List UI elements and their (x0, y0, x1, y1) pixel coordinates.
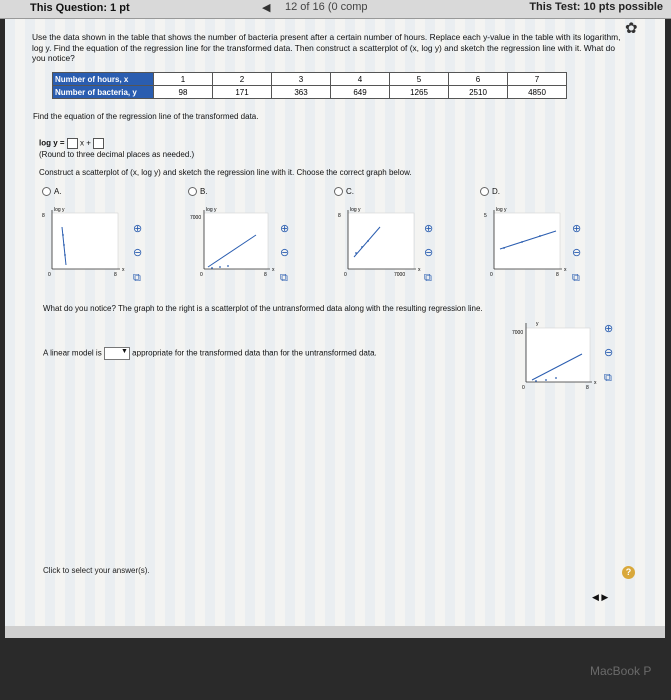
radio-c[interactable] (334, 187, 343, 196)
table-cell: 98 (154, 86, 213, 99)
equation-mid: x + (80, 138, 91, 148)
graph-a-frame (52, 213, 118, 269)
table-cell: 363 (272, 86, 331, 99)
x-tick-0: 0 (522, 385, 525, 391)
option-d-label: D. (492, 187, 500, 196)
gear-icon[interactable]: ✿ (625, 20, 638, 37)
table-cell: 6 (449, 73, 508, 86)
popout-icon[interactable]: ⧉ (424, 272, 432, 284)
option-a[interactable] (42, 187, 62, 196)
popout-icon[interactable]: ⧉ (133, 272, 141, 284)
top-bar (0, 0, 671, 19)
table-row (53, 86, 567, 99)
table-cell: 4 (331, 73, 390, 86)
data-table (52, 72, 567, 99)
option-b[interactable] (188, 187, 208, 196)
y-axis-label: log y (54, 207, 65, 213)
help-icon[interactable]: ? (622, 566, 635, 579)
y-axis-label: log y (350, 207, 361, 213)
chevron-down-icon: ▼ (121, 348, 128, 355)
x-axis-label: x (564, 267, 567, 273)
zoom-in-icon[interactable]: ⊕ (424, 223, 434, 235)
data-point (521, 241, 523, 243)
graph-b-frame (204, 213, 268, 269)
question-prompt: Use the data shown in the table that shows the number of bacteria present after a certain number of hours. Replace each y-value in the table with its logarithm, log y. Find the equation of the regression line for the transformed data. Then construct a scatterplot of (x, log y) and sketch the regression line with it. What do you notice? (32, 32, 621, 63)
x-tick-max: 8 (556, 272, 559, 278)
table-cell: 7 (508, 73, 567, 86)
construct-instruction: Construct a scatterplot of (x, log y) and sketch the regression line with it. Choose the correct graph below. (39, 168, 412, 177)
linear-after: appropriate for the transformed data than for the untransformed data. (132, 348, 377, 358)
data-point (355, 252, 357, 254)
popout-icon[interactable]: ⧉ (604, 372, 612, 384)
data-point (555, 377, 557, 379)
slope-input[interactable] (67, 138, 78, 149)
y-axis-label: y (536, 321, 539, 327)
equation-lhs: log y = (39, 138, 65, 148)
y-tick: 5 (484, 213, 487, 219)
graph-c-frame (348, 213, 414, 269)
zoom-out-icon[interactable]: ⊖ (280, 247, 290, 259)
graph-b (190, 205, 280, 280)
click-instruction: Click to select your answer(s). (43, 566, 150, 575)
zoom-in-icon[interactable]: ⊕ (133, 223, 143, 235)
data-point (64, 254, 66, 256)
option-d[interactable] (480, 187, 500, 196)
table-row-label: Number of bacteria, y (53, 86, 154, 99)
data-point (545, 379, 547, 381)
y-axis-label: log y (496, 207, 507, 213)
data-point (367, 240, 369, 242)
popout-icon[interactable]: ⧉ (280, 272, 288, 284)
x-tick-max: 8 (114, 272, 117, 278)
intercept-input[interactable] (93, 138, 104, 149)
table-cell: 3 (272, 73, 331, 86)
x-axis-label: x (594, 380, 597, 386)
data-point (219, 266, 221, 268)
graph-c (336, 205, 426, 280)
radio-b[interactable] (188, 187, 197, 196)
table-cell: 2 (213, 73, 272, 86)
question-points: This Question: 1 pt (30, 2, 130, 14)
table-cell: 1 (154, 73, 213, 86)
option-c-label: C. (346, 187, 354, 196)
radio-a[interactable] (42, 187, 51, 196)
x-axis-label: x (418, 267, 421, 273)
graph-untransformed (512, 318, 602, 393)
notice-text: What do you notice? The graph to the right is a scatterplot of the untransformed data along with the resulting regression line. (43, 304, 483, 313)
x-tick-0: 0 (200, 272, 203, 278)
x-tick-0: 0 (48, 272, 51, 278)
zoom-in-icon[interactable]: ⊕ (280, 223, 290, 235)
data-point (361, 246, 363, 248)
data-point (503, 247, 505, 249)
table-cell: 4850 (508, 86, 567, 99)
device-brand: MacBook P (590, 664, 652, 678)
page-arrows-icon[interactable]: ◀ ▶ (592, 592, 609, 602)
y-axis-label: log y (206, 207, 217, 213)
zoom-out-icon[interactable]: ⊖ (572, 247, 582, 259)
data-point (63, 244, 65, 246)
graph-d (482, 205, 572, 280)
zoom-in-icon[interactable]: ⊕ (572, 223, 582, 235)
option-a-label: A. (54, 187, 62, 196)
x-axis-label: x (272, 267, 275, 273)
data-point (62, 234, 64, 236)
table-cell: 2510 (449, 86, 508, 99)
radio-d[interactable] (480, 187, 489, 196)
data-point (211, 267, 213, 269)
table-row-label: Number of hours, x (53, 73, 154, 86)
popout-icon[interactable]: ⧉ (572, 272, 580, 284)
round-note: (Round to three decimal places as needed.) (39, 150, 195, 159)
table-cell: 649 (331, 86, 390, 99)
zoom-out-icon[interactable]: ⊖ (424, 247, 434, 259)
y-tick: 8 (338, 213, 341, 219)
data-point (535, 380, 537, 382)
graph-d-frame (494, 213, 560, 269)
linear-model-row (43, 347, 377, 360)
data-point (539, 235, 541, 237)
x-tick-max: 8 (586, 385, 589, 391)
option-c[interactable] (334, 187, 354, 196)
previous-question-icon[interactable]: ◀ (262, 2, 271, 14)
zoom-out-icon[interactable]: ⊖ (133, 247, 143, 259)
table-cell: 1265 (390, 86, 449, 99)
linear-before: A linear model is (43, 348, 102, 358)
data-point (227, 265, 229, 267)
table-row (53, 73, 567, 86)
y-tick: 7000 (190, 215, 202, 221)
step-find-equation: Find the equation of the regression line of the transformed data. (33, 112, 259, 121)
y-tick: 8 (42, 213, 45, 219)
question-progress: 12 of 16 (0 comp (285, 1, 368, 13)
x-axis-label: x (122, 267, 125, 273)
option-b-label: B. (200, 187, 208, 196)
x-tick-max: 8 (264, 272, 267, 278)
x-tick-max: 7000 (394, 272, 406, 278)
footer-bar (5, 626, 665, 638)
equation-row (39, 138, 104, 149)
graph-a (40, 205, 130, 280)
x-tick-0: 0 (344, 272, 347, 278)
x-tick-0: 0 (490, 272, 493, 278)
zoom-out-icon[interactable]: ⊖ (604, 347, 614, 359)
test-points: This Test: 10 pts possible (529, 1, 663, 13)
comparison-dropdown[interactable] (104, 347, 130, 360)
table-cell: 171 (213, 86, 272, 99)
zoom-in-icon[interactable]: ⊕ (604, 323, 614, 335)
y-tick: 7000 (512, 330, 524, 336)
table-cell: 5 (390, 73, 449, 86)
